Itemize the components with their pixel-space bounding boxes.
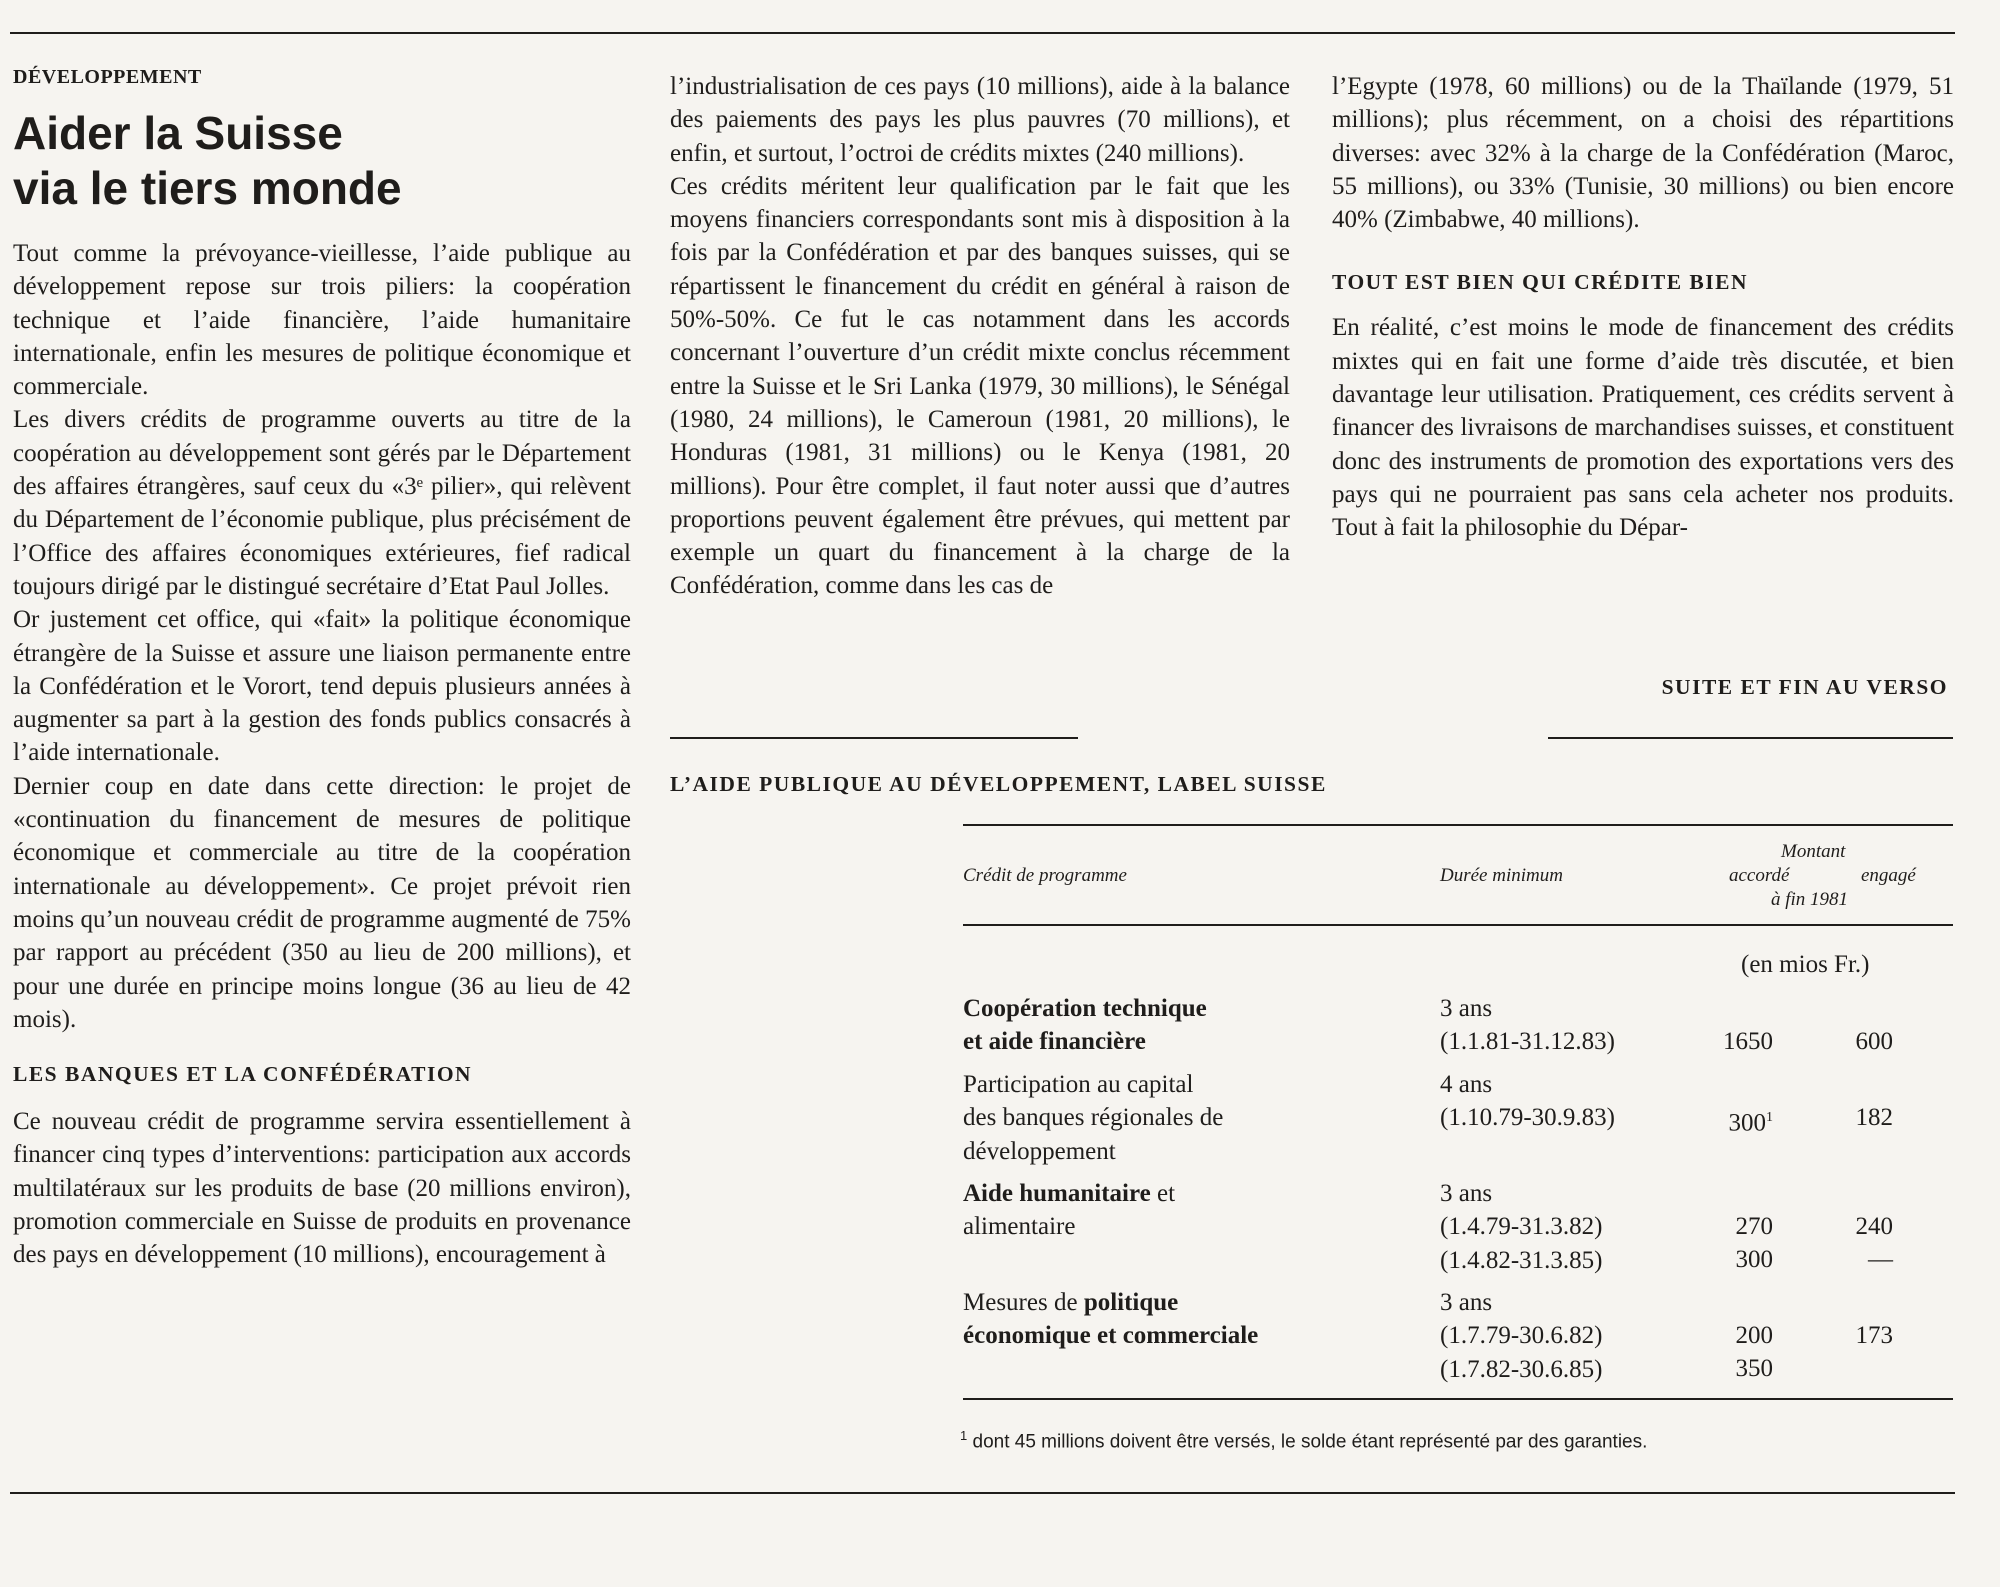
top-rule bbox=[10, 32, 1955, 34]
granted-value: $300^1$ bbox=[1728, 1109, 1773, 1137]
row-name: Mesures de politique économique et commerciale bbox=[963, 1289, 1259, 1350]
unit-label: (en mios Fr.) bbox=[1741, 951, 1870, 978]
paragraph: Les divers crédits de programme ouverts au titre de la coopération au développement sont gérés par le Département des affaires étrangères, sauf ceux du «3ᵉ pilier», qui relèvent du Département de l’économie publique, plus précisément de l’Office des affaires économiques extérieures, fief radical toujours dirigé par le distingué secrétaire d’Etat Paul Jolles. bbox=[13, 406, 631, 600]
table-rule bbox=[963, 1398, 1953, 1400]
subheading: LES BANQUES ET LA CONFÉDÉRATION bbox=[13, 1062, 473, 1087]
committed-value: 240 bbox=[1855, 1213, 1893, 1240]
committed-value: — bbox=[1868, 1246, 1893, 1273]
section-kicker: DÉVELOPPEMENT bbox=[13, 66, 202, 88]
separator-rule bbox=[1548, 737, 1953, 739]
row-name: Coopération technique et aide financière bbox=[963, 995, 1207, 1056]
column-1 bbox=[13, 237, 631, 1272]
granted-value: 200 bbox=[1735, 1322, 1773, 1349]
article-headline bbox=[13, 106, 402, 216]
committed-value: 600 bbox=[1855, 1028, 1893, 1055]
subheading: TOUT EST BIEN QUI CRÉDITE BIEN bbox=[1332, 270, 1749, 295]
granted-value: 350 bbox=[1735, 1355, 1773, 1382]
table-footnote: $^1$ dont 45 millions doivent être versés, le solde étant représenté par des garanties. bbox=[960, 1428, 1648, 1453]
granted-value: 1650 bbox=[1723, 1028, 1773, 1055]
table-rule bbox=[963, 924, 1953, 926]
row-name: Aide humanitaire et alimentaire bbox=[963, 1180, 1176, 1241]
headline-line-1: Aider la Suisse bbox=[13, 107, 343, 159]
footnote-marker: 1 bbox=[1766, 1110, 1773, 1125]
continued-notice: SUITE ET FIN AU VERSO bbox=[1661, 675, 1948, 699]
funding-table bbox=[963, 820, 1953, 1470]
table-rule bbox=[963, 824, 1953, 826]
granted-value: 300 bbox=[1735, 1246, 1773, 1273]
paragraph: Dernier coup en date dans cette direction: le projet de «continuation du financement de mesures de politique économique et commerciale au titre de la coopération internationale au développement». Ce projet prévoit rien moins qu’un nouveau crédit de programme augmenté de 75% par rapport au précédent (350 au lieu de 200 millions), et pour une durée en principe moins longue (36 au lieu de 42 mois). bbox=[13, 772, 631, 1033]
header-committed: engagé bbox=[1861, 865, 1916, 886]
paragraph: En réalité, c’est moins le mode de financement des crédits mixtes qui en fait une forme d’aide très discutée, et bien davantage leur utilisation. Pratiquement, ces crédits servent à financer des livraisons de marchandises suisses, et constituent donc des instruments de promotion des exportations vers des pays qui ne pourraient pas sans cela acheter nos produits. Tout à fait la philosophie du Dépar- bbox=[1332, 314, 1954, 542]
paragraph: Tout comme la prévoyance-vieillesse, l’aide publique au développement repose sur trois piliers: la coopération technique et l’aide financière, l’aide humanitaire internationale, enfin les mesures de politique économique et commerciale. bbox=[13, 240, 631, 401]
paragraph: Or justement cet office, qui «fait» la politique économique étrangère de la Suisse et assure une liaison permanente entre la Confédération et le Vorort, tend depuis plusieurs années à augmenter sa part à la gestion des fonds publics consacrés à l’aide internationale. bbox=[13, 606, 631, 767]
headline-line-2: via le tiers monde bbox=[13, 162, 402, 214]
header-program: Crédit de programme bbox=[963, 865, 1127, 886]
committed-value: 173 bbox=[1855, 1322, 1893, 1349]
table-title: L’AIDE PUBLIQUE AU DÉVELOPPEMENT, LABEL SUISSE bbox=[670, 772, 1327, 796]
header-duration: Durée minimum bbox=[1440, 865, 1563, 886]
header-amount: Montant bbox=[1781, 841, 1846, 862]
footnote-marker: 1 bbox=[960, 1428, 968, 1443]
granted-value: 270 bbox=[1735, 1213, 1773, 1240]
paragraph: Ce nouveau crédit de programme servira essentiellement à financer cinq types d’interventions: participation aux accords multilatéraux sur les produits de base (20 millions environ), promotion commerciale en Suisse de produits en provenance des pays en développement (10 millions), encouragement à bbox=[13, 1108, 631, 1269]
paragraph: l’Egypte (1978, 60 millions) ou de la Thaïlande (1979, 51 millions); plus récemment, on a choisi des répartitions diverses: avec 32% à la charge de la Confédération (Maroc, 55 millions), ou 33% (Tunisie, 30 millions) ou bien encore 40% (Zimbabwe, 40 millions). bbox=[1332, 73, 1954, 234]
header-granted: accordé bbox=[1729, 865, 1790, 886]
column-3 bbox=[1332, 70, 1954, 545]
committed-value: 182 bbox=[1855, 1104, 1893, 1131]
row-name: Participation au capital des banques régionales de développement bbox=[963, 1071, 1224, 1165]
row-duration: 3 ans (1.1.81-31.12.83) bbox=[1440, 995, 1615, 1056]
header-date: à fin 1981 bbox=[1771, 889, 1849, 910]
row-duration: 4 ans (1.10.79-30.9.83) bbox=[1440, 1071, 1615, 1132]
paragraph: l’industrialisation de ces pays (10 millions), aide à la balance des paiements des pays les plus pauvres (70 millions), et enfin, et surtout, l’octroi de crédits mixtes (240 millions). bbox=[670, 73, 1290, 167]
paragraph: Ces crédits méritent leur qualification par le fait que les moyens financiers correspondants sont mis à disposition à la fois par la Confédération et par des banques suisses, qui se répartissent le financement du crédit en général à raison de 50%-50%. Ce fut le cas notamment dans les accords concernant l’ouverture d’un crédit mixte conclus récemment entre la Suisse et le Sri Lanka (1979, 30 millions), le Sénégal (1980, 24 millions), le Cameroun (1981, 20 millions), le Honduras (1981, 31 millions) ou le Kenya (1981, 20 millions). Pour être complet, il faut noter aussi que d’autres proportions peuvent également être prévues, qui mettent par exemple un quart du financement à la charge de la Confédération, comme dans les cas de bbox=[670, 172, 1290, 600]
row-duration: 3 ans (1.4.79-31.3.82) (1.4.82-31.3.85) bbox=[1440, 1180, 1603, 1274]
column-2 bbox=[670, 70, 1290, 603]
row-duration: 3 ans (1.7.79-30.6.82) (1.7.82-30.6.85) bbox=[1440, 1289, 1603, 1383]
separator-rule bbox=[670, 737, 1078, 739]
bottom-rule bbox=[10, 1492, 1955, 1494]
